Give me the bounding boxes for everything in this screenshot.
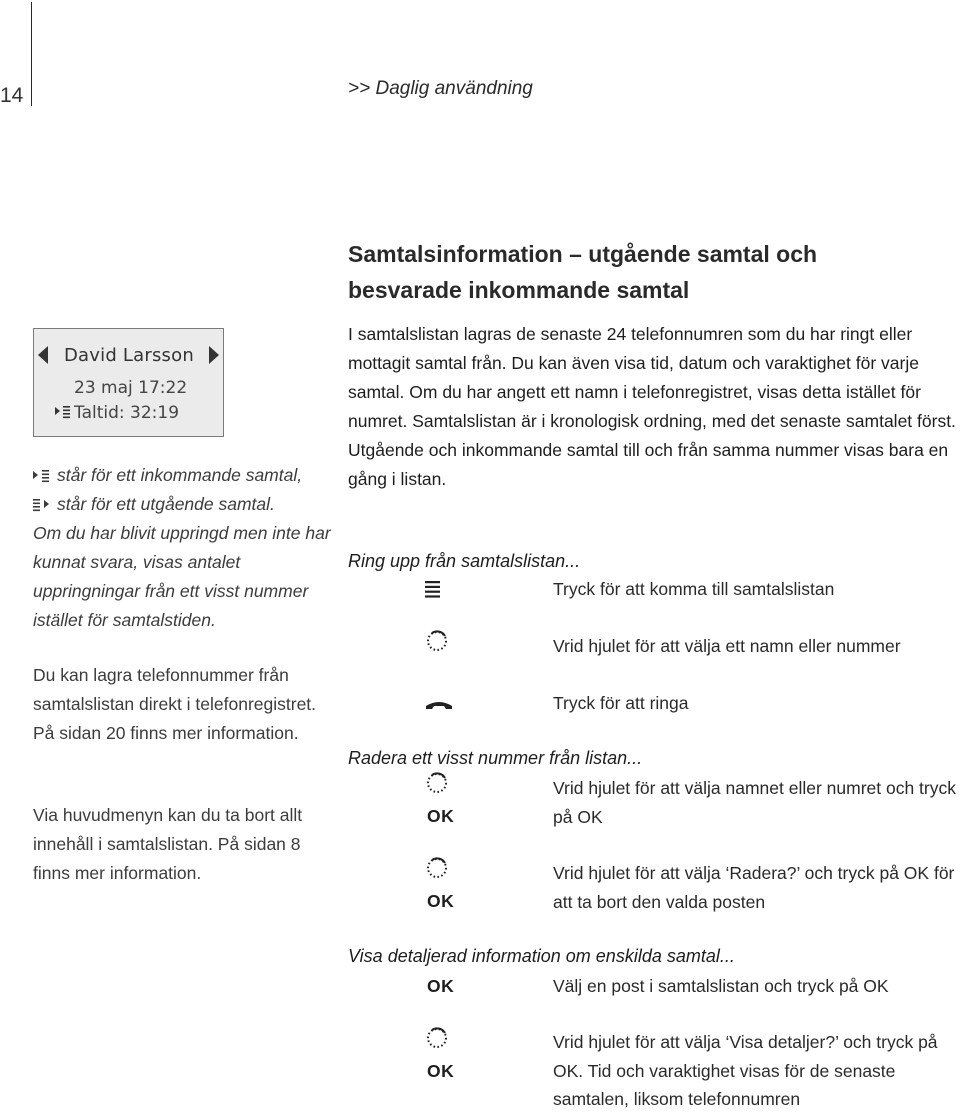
arrow-right-icon — [209, 346, 219, 364]
visa-step-1: Välj en post i samtalslistan och tryck på OK — [553, 976, 889, 996]
section-breadcrumb: >> Daglig användning — [348, 78, 533, 99]
left-paragraph-delete-all: Via huvudmenyn kan du ta bort allt innehåll i samtalslistan. På sidan 8 finns mer information. — [33, 805, 303, 883]
handset-icon — [424, 696, 454, 712]
legend-incoming-text: står för ett inkommande samtal, — [57, 465, 303, 485]
left-paragraph-missed: Om du har blivit uppringd men inte har kunnat svara, visas antalet uppringningar från ett visst nummer istället för samtalstiden. — [33, 523, 331, 630]
ok-button-label: OK — [427, 806, 455, 826]
wheel-icon — [424, 770, 450, 796]
ring-step-1: Tryck för att komma till samtalslistan — [553, 579, 835, 599]
page-title: Samtalsinformation – utgående samtal och besvarade inkommande samtal — [348, 241, 818, 303]
wheel-icon — [424, 855, 450, 881]
incoming-call-icon — [33, 469, 51, 483]
call-list-button-icon — [424, 581, 442, 598]
phone-display — [33, 328, 224, 437]
ring-step-3: Tryck för att ringa — [553, 693, 689, 713]
intro-paragraph: I samtalslistan lagras de senaste 24 telefonnumren som du har ringt eller mottagit samtal från. Du kan även visa tid, datum och varaktighet för varje samtal. Om du har angett ett namn i telefonregistret, visas detta istället för numret. Samtalslistan är i kronologisk ordning, med det senaste samtalet först. Utgående och inkommande samtal till och från samma nummer visas bara en gång i listan. — [348, 324, 956, 489]
radera-step-1: Vrid hjulet för att välja namnet eller numret och tryck på OK — [553, 778, 956, 827]
incoming-call-icon — [55, 405, 71, 419]
ring-step-2: Vrid hjulet för att välja ett namn eller nummer — [553, 636, 901, 656]
ok-button-label: OK — [427, 976, 455, 996]
page-number: 14 — [0, 84, 24, 107]
section-title-radera: Radera ett visst nummer från listan... — [348, 748, 643, 768]
section-title-ring: Ring upp från samtalslistan... — [348, 551, 581, 571]
arrow-left-icon — [38, 346, 48, 364]
page-divider-line — [31, 2, 32, 106]
legend-outgoing — [33, 490, 275, 519]
section-title-visa: Visa detaljerad information om enskilda samtal... — [348, 946, 735, 966]
visa-step-2: Vrid hjulet för att välja ‘Visa detaljer?’ och tryck på OK. Tid och varaktighet visas för de senaste samtalen, liksom telefonnumren — [553, 1032, 938, 1109]
legend-incoming — [33, 461, 302, 490]
wheel-icon — [424, 628, 450, 654]
outgoing-call-icon — [33, 498, 51, 512]
legend-outgoing-text: står för ett utgående samtal. — [57, 494, 275, 514]
ok-button-label: OK — [427, 891, 455, 911]
display-name: David Larsson — [64, 345, 194, 366]
left-paragraph-store: Du kan lagra telefonnummer från samtalslistan direkt i telefonregistret. På sidan 20 finns mer information. — [33, 665, 317, 743]
ok-button-label: OK — [427, 1061, 455, 1081]
wheel-icon — [424, 1025, 450, 1051]
display-date: 23 maj 17:22 — [74, 378, 188, 398]
display-duration: Taltid: 32:19 — [74, 403, 180, 423]
radera-step-2: Vrid hjulet för att välja ‘Radera?’ och tryck på OK för att ta bort den valda posten — [553, 863, 955, 912]
